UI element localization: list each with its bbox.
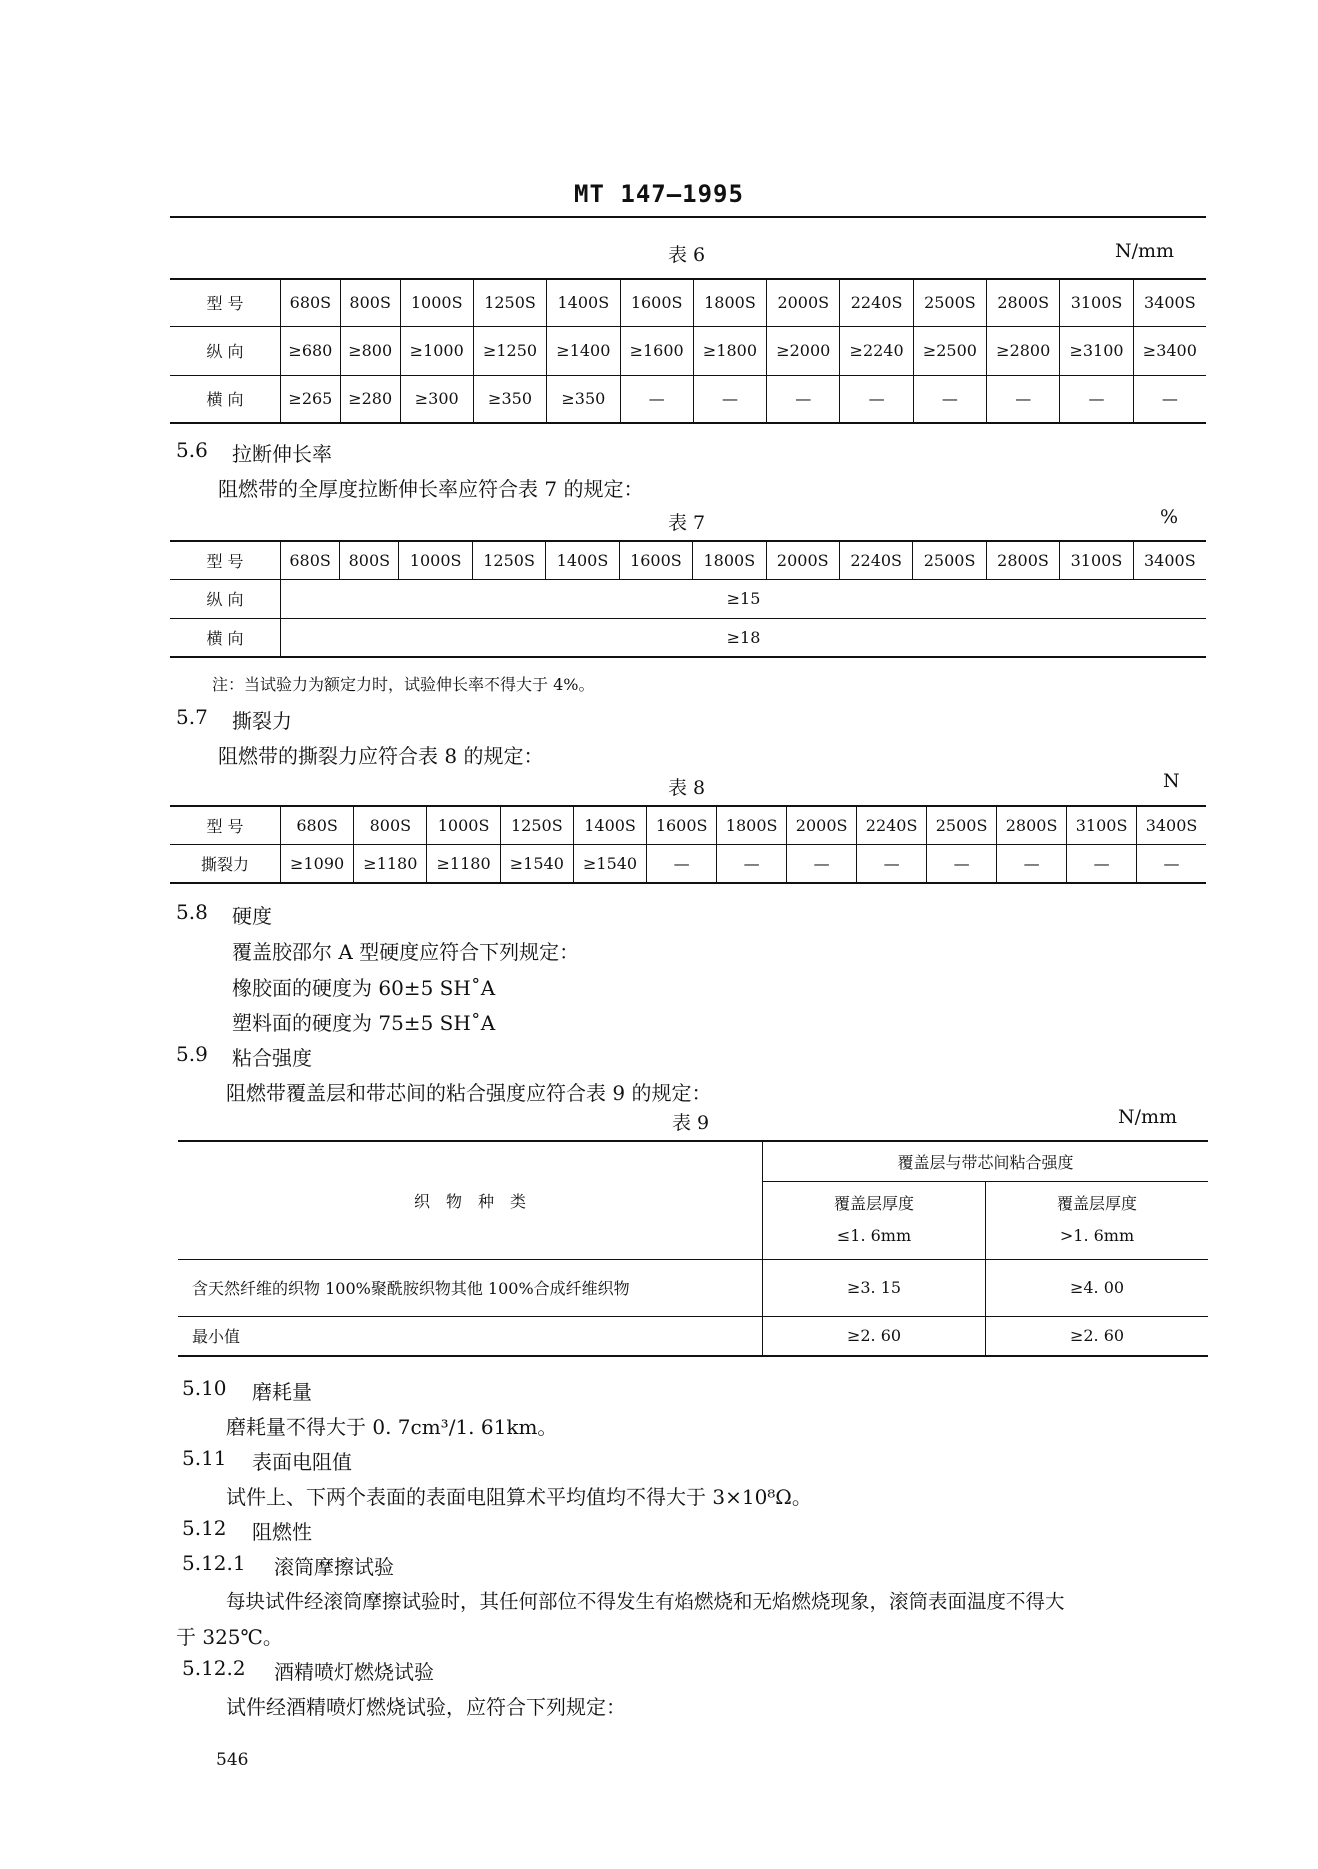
model-header-cell: 1250S <box>472 541 545 579</box>
section-5-12-number: 5.12 <box>182 1516 227 1540</box>
section-5-8-number: 5.8 <box>176 900 208 924</box>
table8-row-label: 撕裂力 <box>170 844 281 883</box>
section-5-7-title: 撕裂力 <box>232 709 292 733</box>
section-5-8-line3: 塑料面的硬度为 75±5 SH˚A <box>232 1011 496 1035</box>
section-5-8-line1: 覆盖胶邵尔 A 型硬度应符合下列规定： <box>232 940 580 964</box>
table6-cell: ≥680 <box>281 326 341 375</box>
table6-cell: ≥350 <box>473 375 546 423</box>
model-header-cell: 1600S <box>647 806 717 844</box>
page-number: 546 <box>216 1750 249 1770</box>
section-5-9-number: 5.9 <box>176 1042 208 1066</box>
table9-cell: ≥2. 60 <box>763 1316 986 1356</box>
table6-cell: ≥800 <box>340 326 400 375</box>
model-header-cell: 3100S <box>1060 541 1133 579</box>
model-header-cell: 1000S <box>427 806 500 844</box>
table8-cell: ≥1180 <box>427 844 500 883</box>
section-5-12-2-text: 试件经酒精喷灯燃烧试验，应符合下列规定： <box>226 1695 626 1719</box>
table8-cell: — <box>717 844 787 883</box>
model-header-cell: 680S <box>281 279 341 326</box>
table7-row-label: 纵 向 <box>170 579 281 618</box>
table8-cell: ≥1540 <box>500 844 573 883</box>
model-header-cell: 1400S <box>546 541 619 579</box>
section-5-8-title: 硬度 <box>232 904 272 928</box>
table6-cell: ≥1800 <box>693 326 766 375</box>
table9-col2-line2: >1. 6mm <box>1059 1226 1135 1245</box>
table7-caption: 表 7 <box>668 512 706 534</box>
table6-cell: ≥3400 <box>1133 326 1206 375</box>
section-5-12-title: 阻燃性 <box>252 1520 312 1544</box>
model-header-cell: 2800S <box>986 541 1059 579</box>
table8-cell: ≥1090 <box>281 844 354 883</box>
table6-row-label: 纵 向 <box>170 326 281 375</box>
section-5-11-number: 5.11 <box>182 1446 227 1470</box>
section-5-12-1-title: 滚筒摩擦试验 <box>274 1555 394 1579</box>
model-header-cell: 1000S <box>399 541 472 579</box>
table6-cell: — <box>840 375 913 423</box>
model-header-cell: 3400S <box>1137 806 1206 844</box>
model-header-cell: 1600S <box>620 279 693 326</box>
table9-row-label: 最小值 <box>178 1316 763 1356</box>
table8-cell: ≥1180 <box>354 844 427 883</box>
table6-cell: ≥3100 <box>1060 326 1133 375</box>
table6-cell: — <box>620 375 693 423</box>
model-header-cell: 2240S <box>840 279 913 326</box>
model-header-cell: 2000S <box>766 541 839 579</box>
table9-cell: ≥3. 15 <box>763 1259 986 1316</box>
model-header-cell: 2800S <box>997 806 1067 844</box>
table6-cell: ≥1400 <box>547 326 620 375</box>
model-header-cell: 680S <box>281 806 354 844</box>
table6-cell: ≥350 <box>547 375 620 423</box>
section-5-12-1-line1: 每块试件经滚筒摩擦试验时，其任何部位不得发生有焰燃烧和无焰燃烧现象，滚筒表面温度不得大 <box>226 1590 1065 1613</box>
table6 <box>170 278 1206 424</box>
table7-row-label: 横 向 <box>170 618 281 657</box>
model-header-cell: 800S <box>354 806 427 844</box>
model-header-cell: 2000S <box>787 806 857 844</box>
model-header-cell: 1250S <box>473 279 546 326</box>
section-5-10-number: 5.10 <box>182 1376 227 1400</box>
section-5-7-text: 阻燃带的撕裂力应符合表 8 的规定： <box>218 744 544 768</box>
section-5-7-number: 5.7 <box>176 705 208 729</box>
table6-cell: ≥280 <box>340 375 400 423</box>
table8-cell: — <box>927 844 997 883</box>
section-5-10-title: 磨耗量 <box>252 1380 312 1404</box>
table7-value: ≥18 <box>281 618 1207 657</box>
table6-cell: ≥300 <box>400 375 473 423</box>
model-header-cell: 800S <box>340 279 400 326</box>
model-header-cell: 2500S <box>913 541 986 579</box>
table9-caption: 表 9 <box>672 1112 710 1134</box>
table9-row-label: 含天然纤维的织物 100%聚酰胺织物其他 100%合成纤维织物 <box>178 1259 763 1316</box>
model-header-cell: 2240S <box>839 541 912 579</box>
model-header-cell: 2500S <box>913 279 986 326</box>
table6-cell: — <box>767 375 840 423</box>
table7-value: ≥15 <box>281 579 1207 618</box>
section-5-6-title: 拉断伸长率 <box>232 442 332 466</box>
model-header-cell: 3400S <box>1133 541 1206 579</box>
table9-col-group: 覆盖层与带芯间粘合强度 <box>763 1141 1209 1181</box>
section-5-12-2-number: 5.12.2 <box>182 1656 246 1680</box>
table9-col2-line1: 覆盖层厚度 <box>1056 1194 1137 1213</box>
section-5-9-text: 阻燃带覆盖层和带芯间的粘合强度应符合表 9 的规定： <box>226 1081 712 1105</box>
section-5-9-title: 粘合强度 <box>232 1046 312 1070</box>
section-5-12-1-line2: 于 325℃。 <box>176 1625 283 1649</box>
table8-cell: — <box>647 844 717 883</box>
table6-cell: ≥2800 <box>987 326 1060 375</box>
table9-cell: ≥2. 60 <box>986 1316 1209 1356</box>
model-header-cell: 680S <box>281 541 340 579</box>
table7-unit: % <box>1160 506 1179 528</box>
model-header-cell: 1000S <box>400 279 473 326</box>
table6-row-header: 型 号 <box>170 279 281 326</box>
model-header-cell: 1600S <box>619 541 692 579</box>
table6-cell: ≥1600 <box>620 326 693 375</box>
section-5-6-text: 阻燃带的全厚度拉断伸长率应符合表 7 的规定： <box>218 477 644 501</box>
table6-cell: ≥2000 <box>767 326 840 375</box>
table9-col2-header <box>986 1181 1209 1259</box>
model-header-cell: 1800S <box>693 279 766 326</box>
table6-cell: — <box>987 375 1060 423</box>
table9-col1-line2: ≤1. 6mm <box>836 1226 912 1245</box>
table6-cell: — <box>1060 375 1133 423</box>
table9 <box>178 1140 1208 1357</box>
table6-cell: ≥1250 <box>473 326 546 375</box>
model-header-cell: 800S <box>340 541 399 579</box>
table9-col1-line1: 覆盖层厚度 <box>833 1194 914 1213</box>
model-header-cell: 1400S <box>573 806 646 844</box>
table8-unit: N <box>1163 770 1180 792</box>
table8-row-header: 型 号 <box>170 806 281 844</box>
model-header-cell: 2500S <box>927 806 997 844</box>
standard-header: MT 147—1995 <box>574 180 744 208</box>
model-header-cell: 2000S <box>767 279 840 326</box>
section-5-12-2-title: 酒精喷灯燃烧试验 <box>274 1660 434 1684</box>
table6-caption: 表 6 <box>668 244 706 266</box>
table6-cell: — <box>913 375 986 423</box>
model-header-cell: 3100S <box>1060 279 1133 326</box>
model-header-cell: 2800S <box>987 279 1060 326</box>
table8-cell: — <box>857 844 927 883</box>
table6-cell: ≥2500 <box>913 326 986 375</box>
table8-cell: — <box>997 844 1067 883</box>
table8 <box>170 805 1206 884</box>
section-5-11-title: 表面电阻值 <box>252 1450 352 1474</box>
table7-note: 注：当试验力为额定力时，试验伸长率不得大于 4%。 <box>212 675 595 694</box>
model-header-cell: 1800S <box>693 541 766 579</box>
table9-cell: ≥4. 00 <box>986 1259 1209 1316</box>
section-5-8-line2: 橡胶面的硬度为 60±5 SH˚A <box>232 976 496 1000</box>
table6-cell: ≥1000 <box>400 326 473 375</box>
model-header-cell: 3100S <box>1067 806 1137 844</box>
section-5-10-text: 磨耗量不得大于 0. 7cm³/1. 61km。 <box>226 1415 558 1439</box>
table6-cell: — <box>1133 375 1206 423</box>
table8-cell: — <box>1067 844 1137 883</box>
section-5-12-1-number: 5.12.1 <box>182 1551 246 1575</box>
model-header-cell: 1250S <box>500 806 573 844</box>
header-rule <box>170 216 1206 218</box>
table8-cell: — <box>787 844 857 883</box>
table9-col1-header <box>763 1181 986 1259</box>
table7-row-header: 型 号 <box>170 541 281 579</box>
model-header-cell: 1400S <box>547 279 620 326</box>
table9-fabric-header: 织 物 种 类 <box>178 1141 763 1259</box>
table6-cell: — <box>693 375 766 423</box>
model-header-cell: 3400S <box>1133 279 1206 326</box>
table6-row-label: 横 向 <box>170 375 281 423</box>
table8-cell: — <box>1137 844 1206 883</box>
table6-cell: ≥2240 <box>840 326 913 375</box>
model-header-cell: 2240S <box>857 806 927 844</box>
table9-unit: N/mm <box>1118 1106 1178 1128</box>
model-header-cell: 1800S <box>717 806 787 844</box>
table6-cell: ≥265 <box>281 375 341 423</box>
table7 <box>170 540 1206 658</box>
section-5-6-number: 5.6 <box>176 438 208 462</box>
table6-unit: N/mm <box>1115 240 1175 262</box>
table8-caption: 表 8 <box>668 777 706 799</box>
table8-cell: ≥1540 <box>573 844 646 883</box>
section-5-11-text: 试件上、下两个表面的表面电阻算术平均值均不得大于 3×10⁸Ω。 <box>226 1485 812 1509</box>
